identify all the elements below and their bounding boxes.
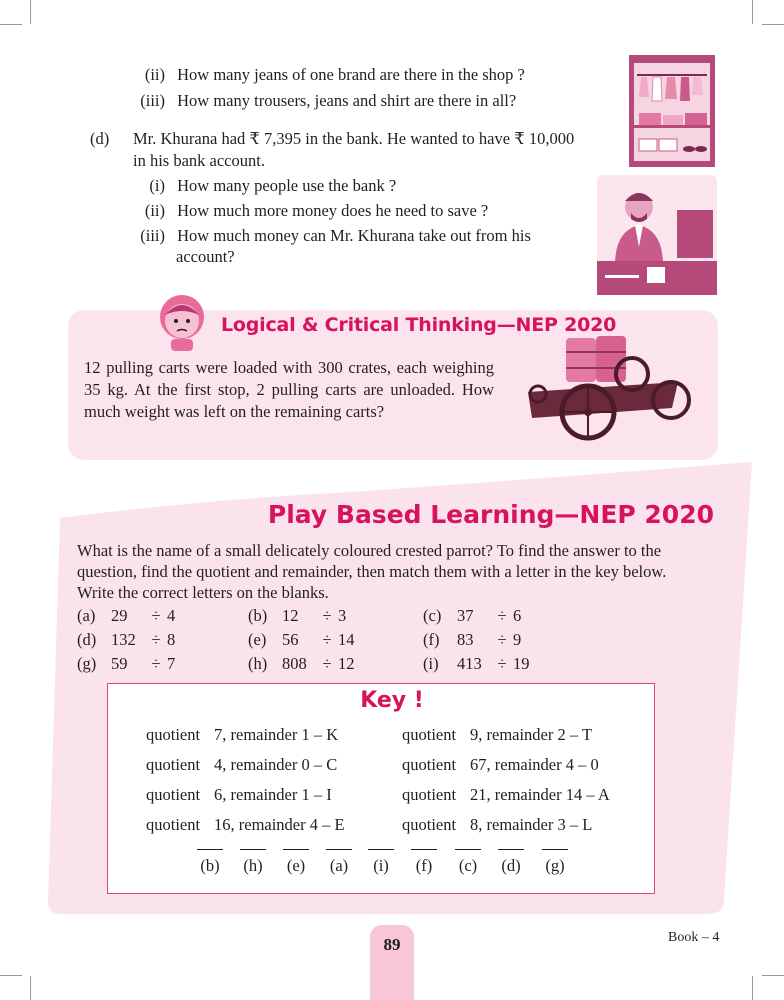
problem-h: (h) 808 ÷ 12 <box>248 654 355 673</box>
question-d-line2: in his bank account. <box>133 151 265 170</box>
answer-blank[interactable]: (g) <box>542 849 568 876</box>
question-item-cont: account? <box>176 247 235 266</box>
question-d: (d) Mr. Khurana had ₹ 7,395 in the bank. He wanted to have ₹ 10,000 <box>90 129 575 148</box>
key-item: quotient 6, remainder 1 – I <box>146 785 332 804</box>
problem-e: (e) 56 ÷ 14 <box>248 630 355 649</box>
answer-blank[interactable]: (h) <box>240 849 266 876</box>
question-item: (ii) How much more money does he need to save ? <box>144 201 489 220</box>
answer-blank[interactable]: (b) <box>197 849 223 876</box>
question-item: (ii) How many jeans of one brand are there in the shop ? <box>144 65 525 84</box>
answer-blank[interactable]: (d) <box>498 849 524 876</box>
key-item: quotient 9, remainder 2 – T <box>402 725 593 744</box>
question-item: (iii) How many trousers, jeans and shirt are there in all? <box>140 91 517 110</box>
page-number: 89 <box>383 935 401 954</box>
problem-f: (f) 83 ÷ 9 <box>423 630 522 649</box>
key-item: quotient 7, remainder 1 – K <box>146 725 339 744</box>
book-label: Book – 4 <box>668 930 720 945</box>
logical-thinking-text: 12 pulling carts were loaded with 300 crates, each weighing 35 kg. At the first stop, 2 pulling carts are unloaded. How much weight was left on the remaining carts? <box>84 358 494 421</box>
key-item: quotient 21, remainder 14 – A <box>402 785 610 804</box>
key-item: quotient 67, remainder 4 – 0 <box>402 755 599 774</box>
play-learning-title: Play Based Learning—NEP 2020 <box>267 500 714 529</box>
question-item: (i) How many people use the bank ? <box>149 176 397 195</box>
problem-a: (a) 29 ÷ 4 <box>77 606 176 625</box>
logical-thinking-title: Logical & Critical Thinking—NEP 2020 <box>221 314 617 336</box>
answer-blank[interactable]: (c) <box>455 849 481 876</box>
answer-blank[interactable]: (e) <box>283 849 309 876</box>
answer-blank[interactable]: (f) <box>411 849 437 876</box>
key-item: quotient 8, remainder 3 – L <box>402 815 593 834</box>
problem-c: (c) 37 ÷ 6 <box>423 606 522 625</box>
play-learning-intro: What is the name of a small delicately coloured crested parrot? To find the answer to the question, find the quotient and remainder, then match them with a letter in the key below. Write the correct letters on the blanks. <box>77 541 667 602</box>
answer-blank[interactable]: (i) <box>368 849 394 876</box>
question-item: (iii) How much money can Mr. Khurana take out from his <box>140 226 531 245</box>
problem-b: (b) 12 ÷ 3 <box>248 606 347 625</box>
key-item: quotient 4, remainder 0 – C <box>146 755 338 774</box>
key-title: Key ! <box>360 688 424 713</box>
problem-i: (i) 413 ÷ 19 <box>423 654 530 673</box>
key-item: quotient 16, remainder 4 – E <box>146 815 345 834</box>
problem-d: (d) 132 ÷ 8 <box>77 630 176 649</box>
answer-blank[interactable]: (a) <box>326 849 352 876</box>
problem-g: (g) 59 ÷ 7 <box>77 654 176 673</box>
